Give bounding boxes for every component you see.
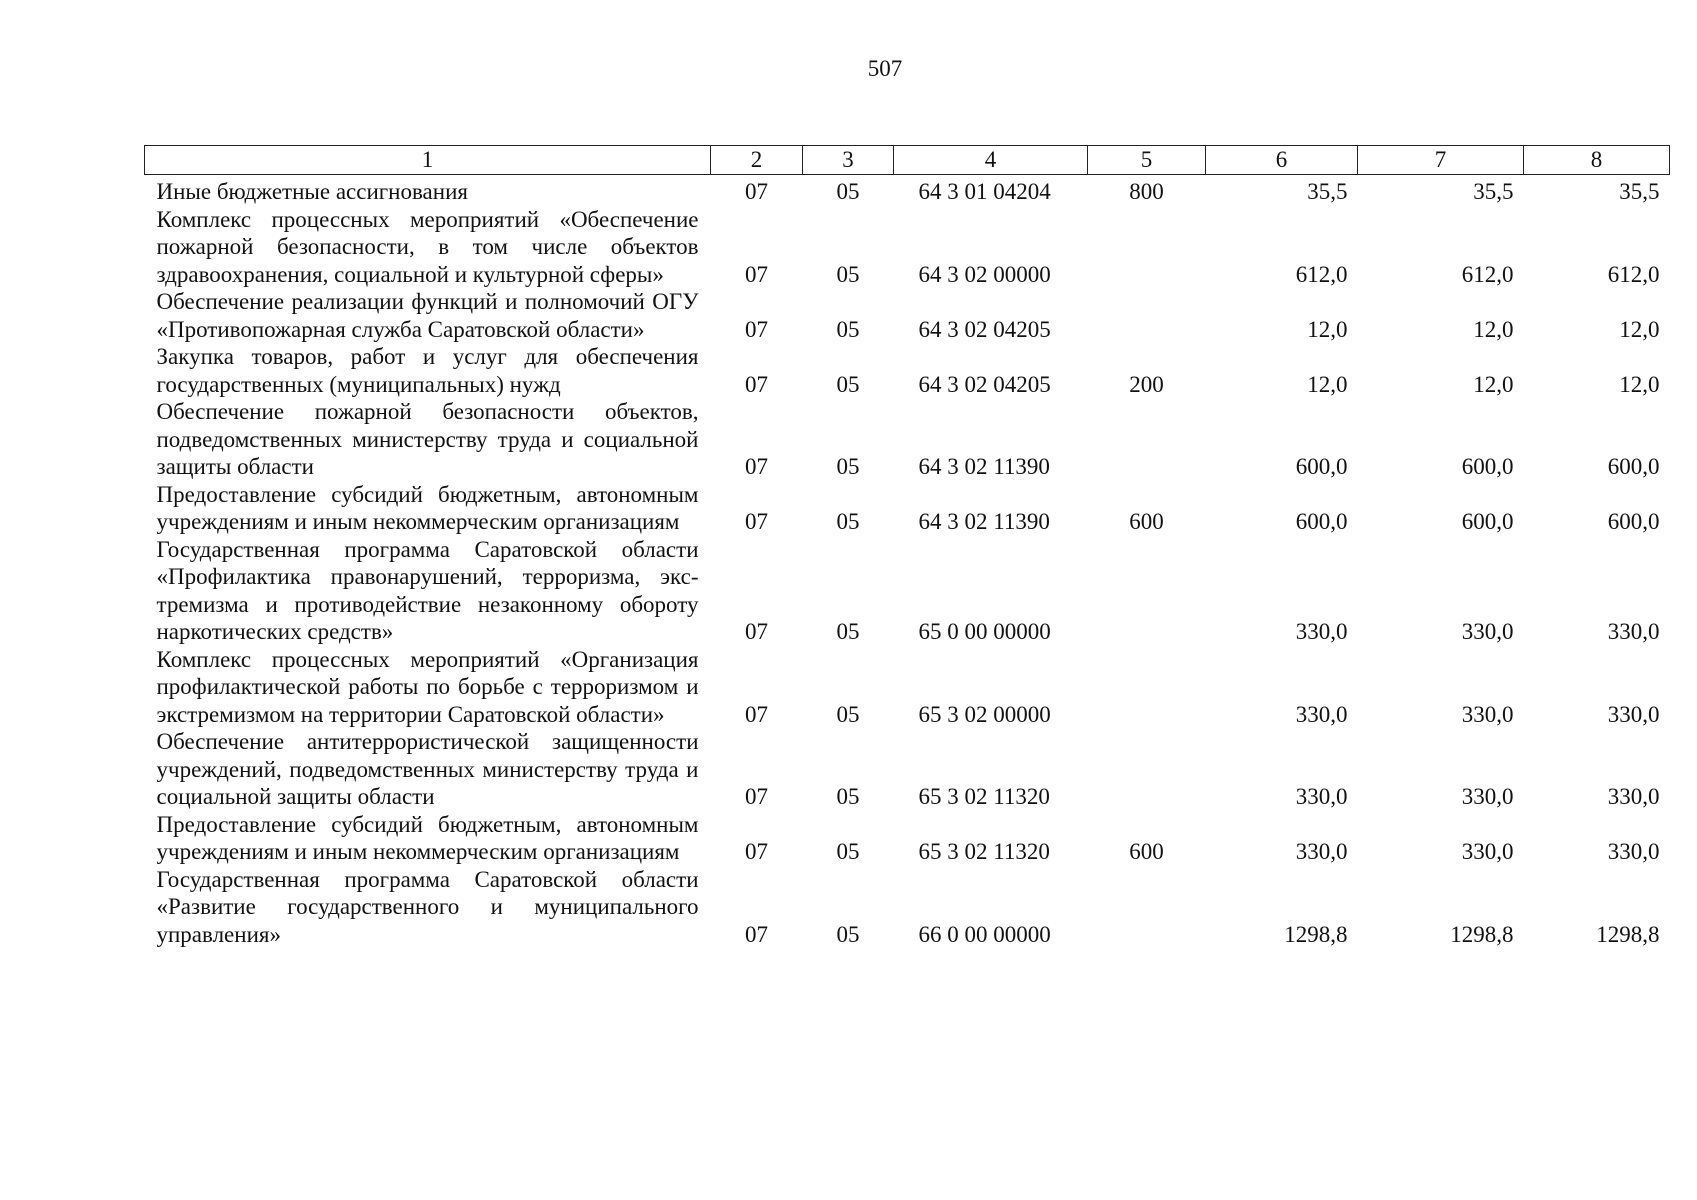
row-section: 07 [745,261,768,287]
table-body [145,175,1670,949]
row-section: 07 [745,509,768,534]
column-header: 6 [1206,146,1358,175]
row-subsection: 05 [836,701,860,727]
row-section: 07 [745,921,768,947]
row-expense-type [1088,728,1206,811]
row-value-col6: 600,0 [1295,509,1348,534]
table-row [145,398,1670,481]
row-subsection: 05 [836,261,860,287]
row-expense-type: 600 [1129,839,1164,864]
row-name: Закупка товаров, работ и услуг для обеспечения государственных (муниципальных) нужд [156,344,699,397]
row-expense-type [1088,536,1206,646]
row-name: Государственная программа Саратовской области «Профилактика правонарушений, терроризма, экстремизма и противодействие незаконному обороту наркотических средств» [156,536,699,644]
row-subsection: 05 [836,784,860,809]
row-name: Государственная программа Саратовской области «Развитие государственного и муниципального управления» [156,866,699,947]
budget-table [144,145,1670,948]
row-section: 07 [745,371,768,397]
row-expense-type: 600 [1129,509,1164,534]
column-header: 1 [145,146,711,175]
column-header: 7 [1358,146,1524,175]
row-expense-type [1088,646,1206,729]
row-name: Обеспечение антитеррористической защищенности учреждений, подведомственных министерству труда и социальной защиты области [156,729,699,809]
row-subsection: 05 [836,921,860,947]
row-value-col6: 330,0 [1295,784,1348,809]
row-expense-type [1088,866,1206,949]
row-value-col7: 12,0 [1473,371,1514,397]
row-section: 07 [745,619,768,644]
row-target-code: 64 3 02 11390 [918,454,1050,479]
row-target-code: 65 3 02 11320 [918,839,1050,864]
row-name: Обеспечение пожарной безопасности объектов, подведомственных министерству труда и социальной защиты области [156,399,699,479]
table-row [145,206,1670,289]
row-value-col8: 35,5 [1619,179,1660,204]
row-subsection: 05 [836,454,860,479]
row-value-col7: 600,0 [1461,454,1514,479]
row-value-col8: 600,0 [1607,454,1660,479]
row-target-code: 65 3 02 11320 [918,784,1050,809]
row-value-col6: 600,0 [1295,454,1348,479]
row-target-code: 64 3 02 04205 [918,316,1051,342]
row-value-col7: 35,5 [1473,179,1514,204]
row-value-col8: 330,0 [1607,784,1660,809]
row-value-col7: 330,0 [1461,784,1514,809]
row-value-col6: 35,5 [1307,179,1348,204]
row-name: Предоставление субсидий бюджетным, автономным учреждениям и иным некоммерческим организациям [156,481,699,534]
row-expense-type [1088,398,1206,481]
row-value-col7: 330,0 [1461,839,1514,864]
row-name: Обеспечение реализации функций и полномочий ОГУ «Противопожарная служба Саратовской области» [156,289,699,342]
row-section: 07 [745,701,768,727]
table-row [145,288,1670,343]
row-value-col6: 12,0 [1307,316,1348,342]
table-row [145,866,1670,949]
row-value-col7: 600,0 [1461,509,1514,534]
row-value-col6: 330,0 [1295,701,1348,727]
row-expense-type: 200 [1129,371,1164,397]
row-subsection: 05 [836,839,860,864]
column-header: 3 [803,146,894,175]
row-value-col6: 330,0 [1295,839,1348,864]
row-name: Комплекс процессных мероприятий «Обеспечение пожарной безопасности, в том числе объектов здравоохранения, социальной и культурной сферы» [156,206,699,287]
row-value-col6: 1298,8 [1284,921,1348,947]
row-subsection: 05 [836,179,860,204]
header-row [145,146,1670,175]
row-target-code: 66 0 00 00000 [918,921,1051,947]
row-value-col7: 1298,8 [1450,921,1514,947]
row-subsection: 05 [836,316,860,342]
row-expense-type [1088,288,1206,343]
row-value-col6: 12,0 [1307,371,1348,397]
row-section: 07 [745,316,768,342]
row-value-col8: 612,0 [1607,261,1660,287]
row-target-code: 64 3 02 04205 [918,371,1051,397]
row-value-col8: 12,0 [1619,316,1660,342]
column-header: 5 [1088,146,1206,175]
row-value-col8: 1298,8 [1596,921,1660,947]
row-target-code: 64 3 02 00000 [918,261,1051,287]
row-section: 07 [745,784,768,809]
row-target-code: 64 3 01 04204 [918,179,1051,204]
row-value-col6: 330,0 [1295,619,1348,644]
column-header: 8 [1524,146,1670,175]
row-section: 07 [745,454,768,479]
column-header: 2 [711,146,803,175]
table-row [145,646,1670,729]
row-name: Комплекс процессных мероприятий «Организация профилактической работы по борьбе с терроризмом и экстремизмом на территории Саратовской области» [156,646,699,727]
row-value-col8: 330,0 [1607,701,1660,727]
row-target-code: 65 3 02 00000 [918,701,1051,727]
table-row [145,536,1670,646]
row-name: Иные бюджетные ассигнования [156,179,468,204]
table-row [145,343,1670,398]
row-subsection: 05 [836,371,860,397]
page-number: 507 [867,56,903,81]
row-value-col8: 330,0 [1607,839,1660,864]
row-name: Предоставление субсидий бюджетным, автономным учреждениям и иным некоммерческим организациям [156,811,699,864]
row-value-col8: 330,0 [1607,619,1660,644]
row-value-col7: 330,0 [1461,701,1514,727]
row-value-col8: 12,0 [1619,371,1660,397]
row-value-col7: 330,0 [1461,619,1514,644]
row-subsection: 05 [836,619,860,644]
row-value-col7: 12,0 [1473,316,1514,342]
table-row [145,728,1670,811]
row-expense-type: 800 [1129,179,1164,204]
row-target-code: 64 3 02 11390 [918,509,1050,534]
row-section: 07 [745,179,768,204]
table-row [145,481,1670,536]
row-value-col7: 612,0 [1461,261,1514,287]
table-row [145,175,1670,206]
row-expense-type [1088,206,1206,289]
row-target-code: 65 0 00 00000 [918,619,1051,644]
row-value-col8: 600,0 [1607,509,1660,534]
row-subsection: 05 [836,509,860,534]
table-row [145,811,1670,866]
column-header: 4 [894,146,1088,175]
row-section: 07 [745,839,768,864]
row-value-col6: 612,0 [1295,261,1348,287]
